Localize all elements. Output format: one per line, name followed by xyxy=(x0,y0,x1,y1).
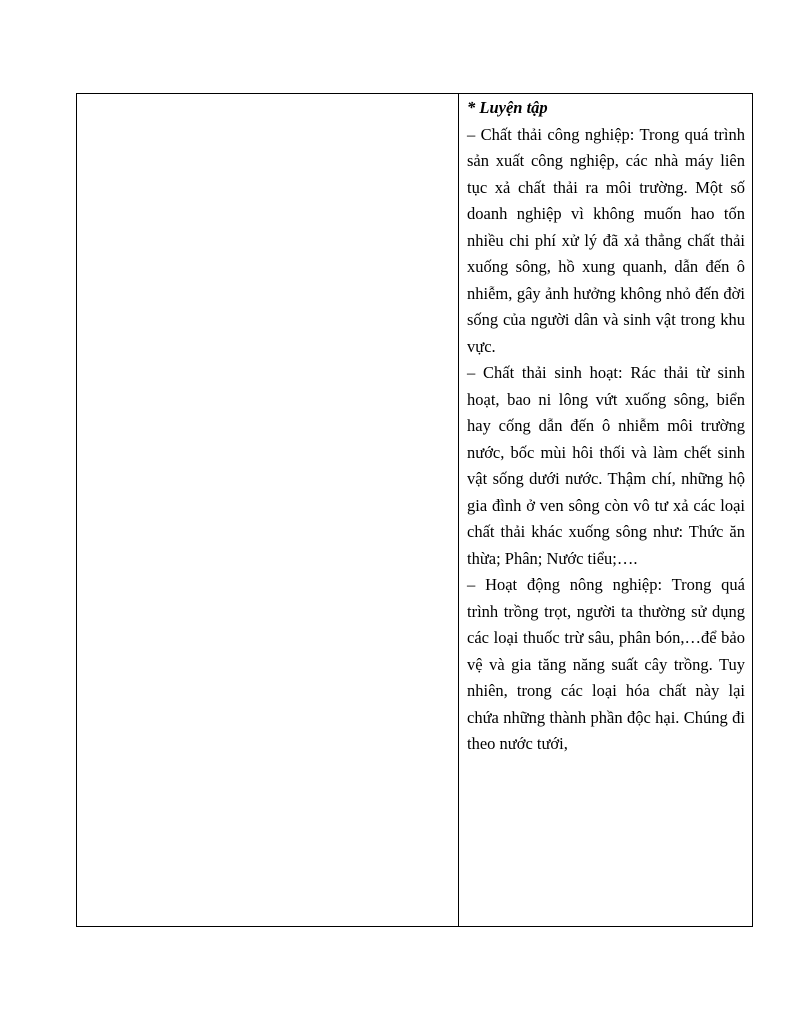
content-table xyxy=(76,93,753,927)
table-cell-left xyxy=(77,94,459,926)
section-heading: * Luyện tập xyxy=(467,98,548,117)
paragraph-household-waste: – Chất thải sinh hoạt: Rác thải từ sinh hoạt, bao ni lông vứt xuống sông, biển hay cống dẫn đến ô nhiễm môi trường nước, bốc mùi hôi thối và làm chết sinh vật sống dưới nước. Thậm chí, những hộ gia đình ở ven sông còn vô tư xả các loại chất thải khác xuống sông như: Thức ăn thừa; Phân; Nước tiểu;…. xyxy=(467,363,745,568)
table-cell-right xyxy=(459,94,752,926)
paragraph-industrial-waste: – Chất thải công nghiệp: Trong quá trình sản xuất công nghiệp, các nhà máy liên tục xả chất thải ra môi trường. Một số doanh nghiệp vì không muốn hao tốn nhiều chi phí xử lý đã xả thẳng chất thải xuống sông, hồ xung quanh, dẫn đến ô nhiễm, gây ảnh hưởng không nhỏ đến đời sống của người dân và sinh vật trong khu vực. xyxy=(467,124,745,356)
paragraph-agriculture: – Hoạt động nông nghiệp: Trong quá trình trồng trọt, người ta thường sử dụng các loại thuốc trừ sâu, phân bón,…để bảo vệ và gia tăng năng suất cây trồng. Tuy nhiên, trong các loại hóa chất này lại chứa những thành phần độc hại. Chúng đi theo nước tưới, xyxy=(467,575,745,753)
